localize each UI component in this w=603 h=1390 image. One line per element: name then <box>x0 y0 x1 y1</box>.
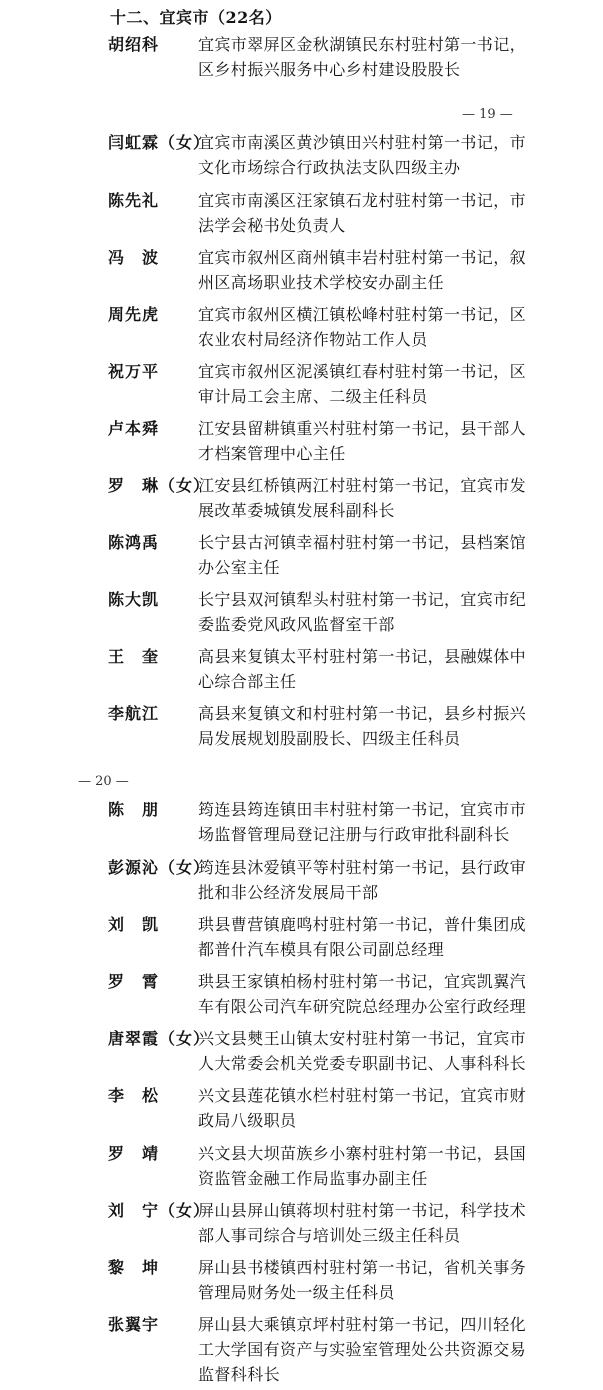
list-item <box>0 797 603 847</box>
description-line: 宜宾市叙州区横江镇松峰村驻村第一书记，区 <box>198 305 527 324</box>
description-line: 珙县曹营镇鹿鸣村驻村第一书记，普什集团成 <box>198 915 527 934</box>
section-title: 十二、宜宾市（22名） <box>110 8 282 27</box>
person-name: 陈先礼 <box>108 191 160 210</box>
person-name: 刘 凯 <box>108 915 160 934</box>
description-line: 高县来复镇文和村驻村第一书记，县乡村振兴 <box>198 704 527 723</box>
position-description <box>198 359 536 409</box>
description-line: 办公室主任 <box>198 558 281 577</box>
description-line: 宜宾市南溪区汪家镇石龙村驻村第一书记，市 <box>198 191 527 210</box>
description-line: 局发展规划股副股长、四级主任科员 <box>198 729 461 748</box>
list-item <box>0 302 603 352</box>
person-name: 李航江 <box>108 704 160 723</box>
description-line: 资监管金融工作局监事办副主任 <box>198 1169 428 1188</box>
description-line: 审计局工会主席、二级主任科员 <box>198 387 428 406</box>
person-name: 刘 宁（女） <box>108 1201 211 1220</box>
list-item <box>0 644 603 694</box>
list-item <box>0 855 603 905</box>
description-line: 文化市场综合行政执法支队四级主办 <box>198 158 461 177</box>
position-description <box>198 245 536 295</box>
position-description <box>198 644 536 694</box>
page-number: — 20 — <box>78 774 129 789</box>
list-item <box>0 530 603 580</box>
list-item <box>0 1198 603 1248</box>
person-name: 张翼宇 <box>108 1315 160 1334</box>
description-line: 管理局财务处一级主任科员 <box>198 1283 395 1302</box>
description-line: 宜宾市南溪区黄沙镇田兴村驻村第一书记，市 <box>198 133 527 152</box>
description-line: 委监委党风政风监督室干部 <box>198 615 395 634</box>
description-line: 宜宾市叙州区泥溪镇红春村驻村第一书记，区 <box>198 362 527 381</box>
position-description <box>198 188 536 238</box>
position-description <box>198 1141 536 1191</box>
person-name: 罗 靖 <box>108 1144 160 1163</box>
description-line: 珙县王家镇柏杨村驻村第一书记，宜宾凯翼汽 <box>198 972 527 991</box>
position-description <box>198 416 536 466</box>
position-description <box>198 530 536 580</box>
list-item <box>0 969 603 1019</box>
list-item <box>0 32 603 82</box>
person-name: 陈大凯 <box>108 590 160 609</box>
list-item <box>0 1255 603 1305</box>
person-name: 唐翠霞（女） <box>108 1029 211 1048</box>
list-item <box>0 1312 603 1387</box>
description-line: 农业农村局经济作物站工作人员 <box>198 330 428 349</box>
description-line: 屏山县大乘镇京坪村驻村第一书记，四川轻化 <box>198 1315 527 1334</box>
description-line: 宜宾市叙州区商州镇丰岩村驻村第一书记，叙 <box>198 248 527 267</box>
description-line: 监督科科长 <box>198 1365 281 1384</box>
description-line: 都普什汽车模具有限公司副总经理 <box>198 940 445 959</box>
description-line: 屏山县书楼镇西村驻村第一书记，省机关事务 <box>198 1258 527 1277</box>
description-line: 工大学国有资产与实验室管理处公共资源交易 <box>198 1340 527 1359</box>
description-line: 长宁县古河镇幸福村驻村第一书记，县档案馆 <box>198 533 527 552</box>
person-name: 胡绍科 <box>108 35 160 54</box>
position-description <box>198 473 536 523</box>
description-line: 部人事司综合与培训处三级主任科员 <box>198 1226 461 1245</box>
position-description <box>198 969 536 1019</box>
position-description <box>198 1198 536 1248</box>
person-name: 周先虎 <box>108 305 160 324</box>
person-name: 卢本舜 <box>108 419 160 438</box>
list-item <box>0 587 603 637</box>
description-line: 批和非公经济发展局干部 <box>198 883 379 902</box>
position-description <box>198 130 536 180</box>
person-name: 彭源沁（女） <box>108 858 211 877</box>
position-description <box>198 1312 536 1387</box>
position-description <box>198 701 536 751</box>
person-name: 黎 坤 <box>108 1258 160 1277</box>
description-line: 心综合部主任 <box>198 672 297 691</box>
list-item <box>0 1083 603 1133</box>
position-description <box>198 1026 536 1076</box>
description-line: 宜宾市翠屏区金秋湖镇民东村驻村第一书记， <box>198 35 527 54</box>
description-line: 江安县留耕镇重兴村驻村第一书记，县干部人 <box>198 419 527 438</box>
list-item <box>0 416 603 466</box>
position-description <box>198 1255 536 1305</box>
description-line: 人大常委会机关党委专职副书记、人事科科长 <box>198 1054 527 1073</box>
list-item <box>0 359 603 409</box>
description-line: 场监督管理局登记注册与行政审批科副科长 <box>198 825 510 844</box>
position-description <box>198 855 536 905</box>
person-name: 罗 琳（女） <box>108 476 211 495</box>
description-line: 兴文县莲花镇水栏村驻村第一书记，宜宾市财 <box>198 1086 527 1105</box>
description-line: 江安县红桥镇两江村驻村第一书记，宜宾市发 <box>198 476 527 495</box>
position-description <box>198 1083 536 1133</box>
position-description <box>198 797 536 847</box>
list-item <box>0 473 603 523</box>
position-description <box>198 32 536 82</box>
list-item <box>0 245 603 295</box>
position-description <box>198 912 536 962</box>
description-line: 屏山县屏山镇蒋坝村驻村第一书记，科学技术 <box>198 1201 527 1220</box>
list-item <box>0 912 603 962</box>
person-name: 陈鸿禹 <box>108 533 160 552</box>
position-description <box>198 587 536 637</box>
description-line: 车有限公司汽车研究院总经理办公室行政经理 <box>198 997 527 1016</box>
description-line: 长宁县双河镇犁头村驻村第一书记，宜宾市纪 <box>198 590 527 609</box>
description-line: 才档案管理中心主任 <box>198 444 346 463</box>
description-line: 筠连县沐爱镇平等村驻村第一书记，县行政审 <box>198 858 527 877</box>
description-line: 区乡村振兴服务中心乡村建设股股长 <box>198 60 461 79</box>
page-number: — 19 — <box>462 107 513 122</box>
description-line: 政局八级职员 <box>198 1111 297 1130</box>
person-name: 闫虹霖（女） <box>108 133 211 152</box>
description-line: 筠连县筠连镇田丰村驻村第一书记，宜宾市市 <box>198 800 527 819</box>
list-item <box>0 188 603 238</box>
person-name: 罗 霄 <box>108 972 160 991</box>
list-item <box>0 130 603 180</box>
description-line: 兴文县僰王山镇太安村驻村第一书记，宜宾市 <box>198 1029 527 1048</box>
list-item <box>0 1141 603 1191</box>
person-name: 李 松 <box>108 1086 160 1105</box>
person-name: 王 奎 <box>108 647 160 666</box>
description-line: 法学会秘书处负责人 <box>198 216 346 235</box>
description-line: 州区高场职业技术学校安办副主任 <box>198 273 445 292</box>
description-line: 高县来复镇太平村驻村第一书记，县融媒体中 <box>198 647 527 666</box>
person-name: 陈 朋 <box>108 800 160 819</box>
person-name: 冯 波 <box>108 248 160 267</box>
list-item <box>0 1026 603 1076</box>
description-line: 兴文县大坝苗族乡小寨村驻村第一书记，县国 <box>198 1144 527 1163</box>
position-description <box>198 302 536 352</box>
person-name: 祝万平 <box>108 362 160 381</box>
list-item <box>0 701 603 751</box>
description-line: 展改革委城镇发展科副科长 <box>198 501 395 520</box>
